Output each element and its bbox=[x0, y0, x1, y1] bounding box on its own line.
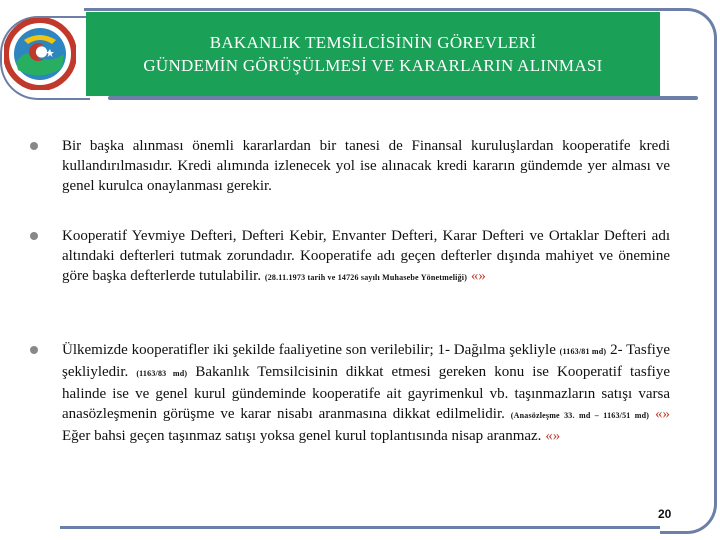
bullet-text-part-1: Ülkemizde kooperatifler iki şekilde faaliyetine son verilebilir; 1- Dağılma şekliyle bbox=[62, 342, 556, 358]
slide-title-line-2: GÜNDEMİN GÖRÜŞÜLMESİ VE KARARLARIN ALINMASI bbox=[143, 56, 603, 75]
legal-reference: (28.11.1973 tarih ve 14726 sayılı Muhasebe Yönetmeliği) bbox=[264, 273, 468, 282]
bullet-list bbox=[30, 136, 670, 446]
bullet-text: Kooperatif Yevmiye Defteri, Defteri Kebir, Envanter Defteri, Karar Defteri ve Ortaklar Defteri adı altındaki defterleri tutmak zorundadır. Kooperatife adı geçen defterler dışında mahiyet ve önemine göre başka defterlerde tutulabilir. bbox=[62, 228, 670, 284]
bullet-text-part-3: Bakanlık Temsilcisinin dikkat etmesi gereken konu ise Kooperatif tasfiye halinde ise ve genel kurul gündeminde kooperatife ait gayrimenkul vb. taşınmazların satışı varsa anasözleşmenin görüşme ve karar nisabı aranmasına dikkat edilmelidir. bbox=[62, 364, 671, 422]
ministry-seal-icon bbox=[4, 18, 76, 90]
bullet-item-dissolution bbox=[30, 340, 670, 446]
legal-reference-1: (1163/81 md) bbox=[559, 347, 607, 356]
frame-top-border bbox=[84, 8, 664, 11]
legal-reference-2: (1163/83 md) bbox=[136, 369, 188, 378]
bullet-dot-icon bbox=[30, 232, 38, 240]
bullet-dot-icon bbox=[30, 142, 38, 150]
bullet-text-part-2: 2- Tasfiye şekliyledir. bbox=[62, 342, 671, 380]
title-underline bbox=[108, 96, 698, 100]
slide-title-banner bbox=[86, 12, 660, 96]
bullet-item-loan bbox=[30, 136, 670, 196]
frame-bottom-border bbox=[60, 526, 660, 529]
bullet-dot-icon bbox=[30, 346, 38, 354]
bullet-text: Bir başka alınması önemli kararlardan bir tanesi de Finansal kuruluşlardan kooperatife kredi kullandırılmasıdır. Kredi alımında izlenecek yol ise alınacak kredi kararın gündemde yer alması ve genel kurulca onaylanması gerekir. bbox=[62, 138, 670, 194]
quote-marks: «» bbox=[470, 268, 486, 284]
legal-reference-3: (Anasözleşme 33. md – 1163/51 md) bbox=[510, 411, 650, 420]
bullet-text-part-4: Eğer bahsi geçen taşınmaz satışı yoksa genel kurul toplantısında nisap aranmaz. bbox=[62, 428, 542, 444]
page-number: 20 bbox=[658, 507, 672, 521]
slide-title-line-1: BAKANLIK TEMSİLCİSİNİN GÖREVLERİ bbox=[209, 33, 537, 52]
quote-marks: «» bbox=[545, 428, 561, 444]
bullet-item-ledgers bbox=[30, 226, 670, 288]
quote-marks: «» bbox=[655, 406, 671, 422]
